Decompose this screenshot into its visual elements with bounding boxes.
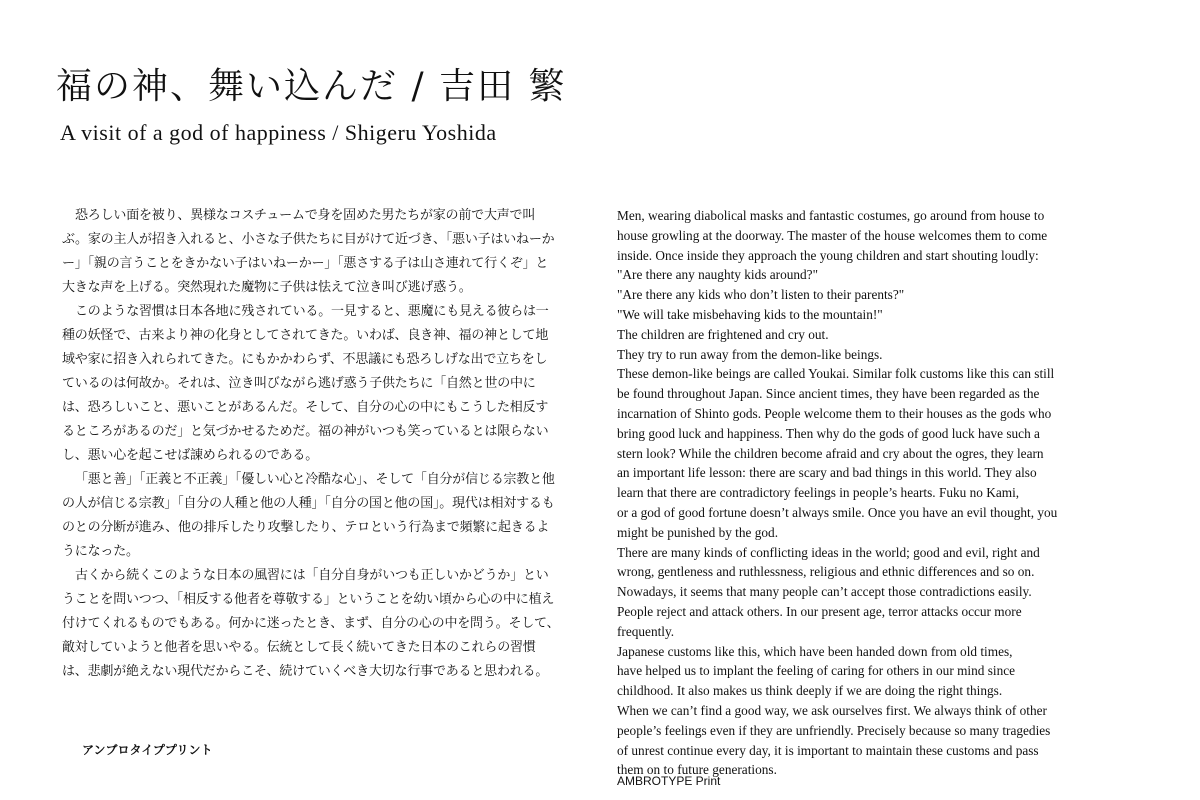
en-text-line: of unrest continue every day, it is important to maintain these customs and pass	[617, 742, 1039, 758]
en-text-line: They try to run away from the demon-like beings.	[617, 346, 883, 362]
en-text-line: The children are frightened and cry out.	[617, 326, 829, 342]
credit-japanese: アンブロタイププリント	[82, 743, 213, 757]
ja-paragraph: 恐ろしい面を被り、異様なコスチュームで身を固めた男たちが家の前で大声で叫ぶ。家の主人が招き入れると、小さな子供たちに目がけて近づき、「悪い子はいねーかー」「親の言うことをきかない子はいねーかー」「悪さする子は山さ連れて行くぞ」と大きな声を上げる。突然現れた魔物に子供は怯えて泣き叫び逃げ惑う。	[62, 208, 555, 295]
en-text-line: have helped us to implant the feeling of caring for others in our mind since	[617, 663, 1016, 679]
en-text-line: inside. Once inside they approach the young children and start shouting loudly:	[617, 247, 1039, 263]
en-text-line: There are many kinds of conflicting ideas in the world; good and evil, right and	[617, 544, 1040, 560]
en-text-line: learn that there are contradictory feelings in people’s hearts. Fuku no Kami,	[617, 485, 1020, 501]
en-text-line: an important life lesson: there are scary and bad things in this world. They also	[617, 465, 1037, 481]
en-text-line: incarnation of Shinto gods. People welcome them to their houses as the gods who	[617, 405, 1052, 421]
en-text-line: be found throughout Japan. Since ancient times, they have been regarded as the	[617, 386, 1040, 402]
en-text-line: Men, wearing diabolical masks and fantastic costumes, go around from house to	[617, 208, 1045, 223]
en-text-line: childhood. It also makes us think deeply if we are doing the right things.	[617, 683, 1003, 699]
en-text-line: When we can’t find a good way, we ask ourselves first. We always think of other	[617, 702, 1047, 718]
en-text-line: "We will take misbehaving kids to the mountain!"	[617, 306, 883, 322]
en-text-line: "Are there any kids who don’t listen to their parents?"	[617, 287, 905, 303]
japanese-body-text	[62, 204, 560, 684]
en-text-line: or a god of good fortune doesn’t always smile. Once you have an evil thought, you	[617, 504, 1058, 520]
credit-english: AMBROTYPE Print	[617, 774, 721, 788]
ja-paragraph: 古くから続くこのような日本の風習には「自分自身がいつも正しいかどうか」ということを問いつつ、「相反する他者を尊敬する」ということを幼い頃から心の中に植え付けてくれるものでもある。何かに迷ったとき、まず、自分の心の中を問う。そして、敵対していようと他者を思いやる。伝統として長く続いてきた日本のこれらの習慣は、悲劇が絶えない現代だからこそ、続けていくべき大切な行事であると思われる。	[62, 568, 560, 679]
ja-paragraph: 「悪と善」「正義と不正義」「優しい心と冷酷な心」、そして「自分が信じる宗教と他の人が信じる宗教」「自分の人種と他の人種」「自分の国と他の国」。現代は相対するものとの分断が進み、他の排斥したり攻撃したり、テロという行為まで頻繁に起きるようになった。	[62, 472, 555, 559]
en-text-line: them on to future generations.	[617, 762, 777, 778]
en-text-line: These demon-like beings are called Youkai. Similar folk customs like this can still	[617, 366, 1055, 382]
en-text-line: house growling at the doorway. The master of the house welcomes them to come	[617, 227, 1048, 243]
page-title-japanese: 福の神、舞い込んだ / 吉田 繁	[56, 66, 567, 107]
en-text-line: "Are there any naughty kids around?"	[617, 267, 819, 283]
en-text-line: bring good luck and happiness. Then why do the gods of good luck have such a	[617, 425, 1040, 441]
en-text-line: People reject and attack others. In our present age, terror attacks occur more	[617, 603, 1022, 619]
en-text-line: people’s feelings even if they are unfriendly. Precisely because so many tragedies	[617, 722, 1051, 738]
en-text-line: wrong, gentleness and ruthlessness, religious and ethnic differences and so on.	[617, 564, 1035, 580]
en-text-line: stern look? While the children become afraid and cry about the ogres, they learn	[617, 445, 1044, 461]
en-text-line: frequently.	[617, 623, 675, 639]
ja-paragraph: このような習慣は日本各地に残されている。一見すると、悪魔にも見える彼らは一種の妖怪で、古来より神の化身としてされてきた。いわば、良き神、福の神として地域や家に招き入れられてきた。にもかかわらず、不思議にも恐ろしげな出で立ちをしているのは何故か。それは、泣き叫びながら逃げ惑う子供たちに「自然と世の中には、恐ろしいこと、悪いことがあるんだ。そして、自分の心の中にもこうした相反するところがあるのだ」と気づかせるためだ。福の神がいつも笑っているとは限らないし、悪い心を起こせば諌められるのである。	[62, 304, 549, 463]
en-text-line: Nowadays, it seems that many people can’t accept those contradictions easily.	[617, 584, 1032, 600]
en-text-line: might be punished by the god.	[617, 524, 779, 540]
page-title-english: A visit of a god of happiness / Shigeru Yoshida	[60, 120, 497, 145]
english-body-text	[617, 206, 1127, 780]
en-text-line: Japanese customs like this, which have been handed down from old times,	[617, 643, 1013, 659]
